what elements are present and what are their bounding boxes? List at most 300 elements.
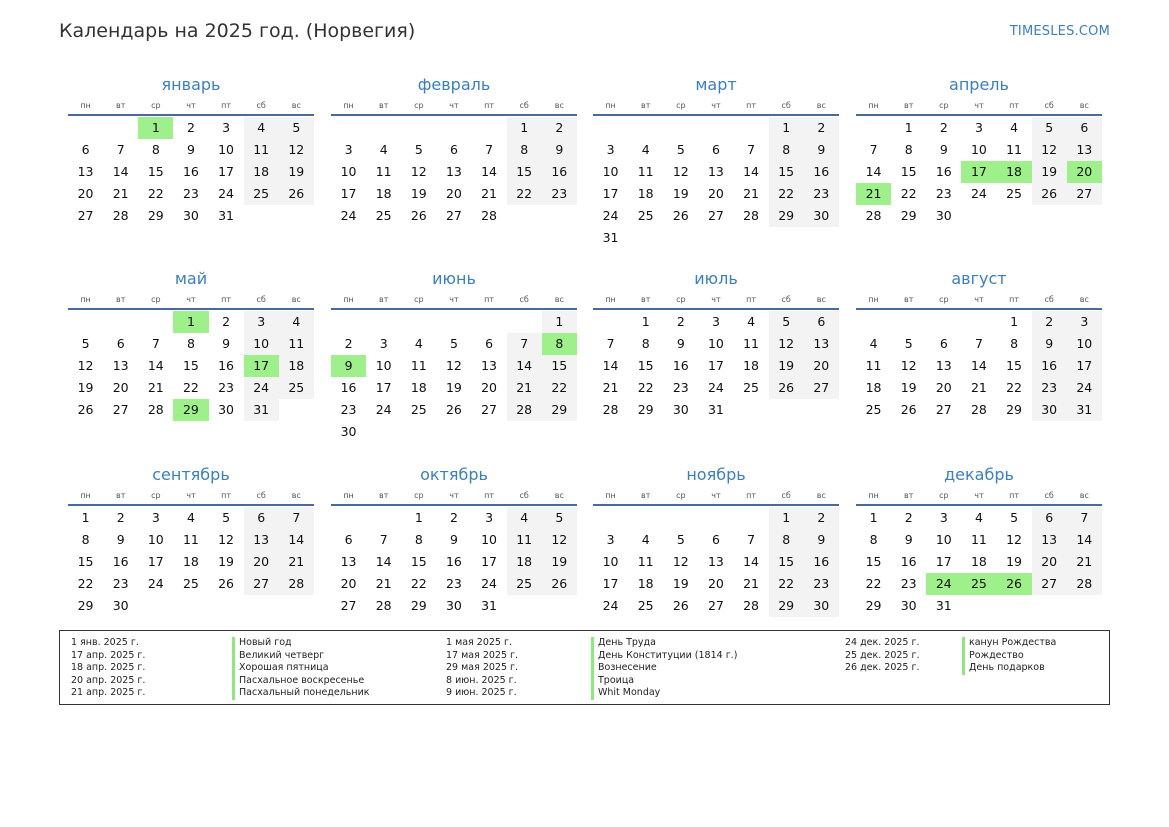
weekday-label: ср bbox=[676, 490, 686, 500]
month-1 bbox=[331, 76, 577, 227]
day-cell: 18 bbox=[507, 551, 542, 573]
weekday-header bbox=[856, 486, 1102, 504]
weekday-label: сб bbox=[256, 490, 266, 500]
day-cell: 21 bbox=[743, 576, 760, 591]
week-row bbox=[68, 573, 314, 595]
week-row bbox=[856, 551, 1102, 573]
day-cell: 27 bbox=[77, 208, 94, 223]
day-cell: 22 bbox=[865, 576, 882, 591]
day-cell: 10 bbox=[970, 142, 987, 157]
day-cell: 29 bbox=[865, 598, 882, 613]
day-cell: 2 bbox=[904, 510, 913, 525]
weekday-label: пт bbox=[484, 294, 494, 304]
day-cell: 7 bbox=[1067, 507, 1102, 529]
week-row bbox=[593, 161, 839, 183]
weekday-label: пт bbox=[746, 294, 756, 304]
month-name: ноябрь bbox=[686, 465, 746, 484]
weekday-label: вт bbox=[116, 100, 126, 110]
day-cell: 3 bbox=[974, 120, 983, 135]
weekday-label: вс bbox=[291, 100, 301, 110]
day-cell: 13 bbox=[340, 554, 357, 569]
week-row bbox=[593, 355, 839, 377]
day-cell: 23 bbox=[340, 402, 357, 417]
weekday-label: чт bbox=[186, 294, 196, 304]
day-cell: 13 bbox=[707, 164, 724, 179]
day-cell: 12 bbox=[672, 554, 689, 569]
day-cell: 12 bbox=[542, 529, 577, 551]
day-cell: 3 bbox=[485, 510, 494, 525]
day-cell: 31 bbox=[1067, 399, 1102, 421]
week-row bbox=[856, 573, 1102, 595]
day-cell: 12 bbox=[445, 358, 462, 373]
day-cell: 1 bbox=[769, 117, 804, 139]
weekday-label: пт bbox=[484, 490, 494, 500]
legend-holiday-name: Пасхальный понедельник bbox=[232, 687, 370, 700]
day-cell: 3 bbox=[711, 314, 720, 329]
month-divider bbox=[856, 504, 1102, 506]
day-cell: 14 bbox=[865, 164, 882, 179]
weekday-label: ср bbox=[676, 294, 686, 304]
day-cell: 19 bbox=[900, 380, 917, 395]
day-cell: 11 bbox=[410, 358, 427, 373]
empty-cell bbox=[961, 205, 996, 227]
weekday-label: пт bbox=[746, 100, 756, 110]
day-cell: 9 bbox=[1032, 333, 1067, 355]
day-cell: 29 bbox=[147, 208, 164, 223]
legend-names-column bbox=[591, 637, 737, 700]
day-cell: 4 bbox=[641, 532, 650, 547]
day-cell: 24 bbox=[970, 186, 987, 201]
week-row bbox=[856, 399, 1102, 421]
day-grid bbox=[68, 117, 314, 227]
week-row bbox=[593, 551, 839, 573]
week-row bbox=[331, 595, 577, 617]
day-cell: 16 bbox=[900, 554, 917, 569]
day-cell: 10 bbox=[218, 142, 235, 157]
day-cell: 28 bbox=[481, 208, 498, 223]
day-cell: 6 bbox=[344, 532, 353, 547]
month-name: август bbox=[951, 269, 1007, 288]
week-row bbox=[593, 399, 839, 421]
day-cell: 20 bbox=[804, 355, 839, 377]
day-cell: 9 bbox=[449, 532, 458, 547]
day-cell: 21 bbox=[507, 377, 542, 399]
day-cell: 26 bbox=[542, 573, 577, 595]
empty-cell bbox=[997, 205, 1032, 227]
legend-date: 24 дек. 2025 г. bbox=[845, 637, 920, 648]
day-cell: 10 bbox=[602, 554, 619, 569]
weekday-header bbox=[856, 290, 1102, 308]
day-cell: 23 bbox=[445, 576, 462, 591]
day-cell: 25 bbox=[637, 598, 654, 613]
day-cell: 22 bbox=[637, 380, 654, 395]
day-cell: 7 bbox=[151, 336, 160, 351]
day-cell: 15 bbox=[182, 358, 199, 373]
day-cell: 29 bbox=[637, 402, 654, 417]
day-cell: 9 bbox=[331, 355, 366, 377]
weekday-label: пн bbox=[605, 294, 616, 304]
month-divider bbox=[331, 114, 577, 116]
day-cell: 25 bbox=[182, 576, 199, 591]
day-cell: 6 bbox=[804, 311, 839, 333]
day-cell: 4 bbox=[869, 336, 878, 351]
weekday-label: пн bbox=[868, 100, 879, 110]
day-cell: 1 bbox=[904, 120, 913, 135]
day-grid bbox=[68, 311, 314, 421]
day-cell: 27 bbox=[707, 598, 724, 613]
day-cell: 22 bbox=[410, 576, 427, 591]
day-cell: 21 bbox=[1067, 551, 1102, 573]
weekday-label: вт bbox=[116, 490, 126, 500]
day-cell: 11 bbox=[970, 532, 987, 547]
day-cell: 31 bbox=[935, 598, 952, 613]
week-row bbox=[593, 311, 839, 333]
day-cell: 23 bbox=[804, 573, 839, 595]
day-cell: 21 bbox=[147, 380, 164, 395]
empty-cell bbox=[734, 117, 769, 139]
empty-cell bbox=[593, 117, 628, 139]
day-cell: 18 bbox=[637, 186, 654, 201]
weekday-label: вс bbox=[291, 294, 301, 304]
day-cell: 14 bbox=[279, 529, 314, 551]
day-cell: 25 bbox=[244, 183, 279, 205]
day-cell: 31 bbox=[707, 402, 724, 417]
day-cell: 2 bbox=[116, 510, 125, 525]
day-cell: 22 bbox=[507, 183, 542, 205]
day-cell: 11 bbox=[637, 554, 654, 569]
weekday-label: чт bbox=[711, 294, 721, 304]
day-cell: 5 bbox=[769, 311, 804, 333]
weekday-label: пн bbox=[868, 490, 879, 500]
day-cell: 3 bbox=[606, 532, 615, 547]
weekday-label: ср bbox=[151, 490, 161, 500]
weekday-header bbox=[593, 486, 839, 504]
day-cell: 29 bbox=[173, 399, 208, 421]
day-cell: 10 bbox=[602, 164, 619, 179]
day-cell: 12 bbox=[410, 164, 427, 179]
day-cell: 13 bbox=[112, 358, 129, 373]
day-cell: 18 bbox=[637, 576, 654, 591]
day-cell: 16 bbox=[542, 161, 577, 183]
day-cell: 26 bbox=[77, 402, 94, 417]
day-cell: 17 bbox=[1067, 355, 1102, 377]
weekday-label: сб bbox=[519, 100, 529, 110]
weekday-label: пт bbox=[1009, 490, 1019, 500]
day-cell: 21 bbox=[856, 183, 891, 205]
day-cell: 5 bbox=[676, 532, 685, 547]
month-divider bbox=[331, 308, 577, 310]
site-link[interactable]: TIMESLES.COM bbox=[1009, 24, 1110, 39]
legend-dates-column bbox=[446, 637, 518, 700]
week-row bbox=[331, 333, 577, 355]
day-cell: 7 bbox=[606, 336, 615, 351]
day-cell: 24 bbox=[340, 208, 357, 223]
day-cell: 12 bbox=[218, 532, 235, 547]
month-name: январь bbox=[161, 75, 221, 94]
day-cell: 18 bbox=[865, 380, 882, 395]
page-title: Календарь на 2025 год. (Норвегия) bbox=[59, 20, 416, 42]
day-cell: 29 bbox=[410, 598, 427, 613]
legend-dates-column bbox=[845, 637, 920, 675]
day-cell: 21 bbox=[970, 380, 987, 395]
day-cell: 24 bbox=[481, 576, 498, 591]
day-cell: 1 bbox=[641, 314, 650, 329]
day-cell: 14 bbox=[507, 355, 542, 377]
weekday-label: ср bbox=[414, 100, 424, 110]
day-cell: 26 bbox=[410, 208, 427, 223]
day-cell: 26 bbox=[279, 183, 314, 205]
day-cell: 4 bbox=[244, 117, 279, 139]
empty-cell bbox=[1032, 595, 1067, 617]
empty-cell bbox=[1032, 205, 1067, 227]
day-cell: 25 bbox=[743, 380, 760, 395]
day-cell: 21 bbox=[279, 551, 314, 573]
day-cell: 15 bbox=[769, 161, 804, 183]
day-cell: 14 bbox=[602, 358, 619, 373]
day-cell: 5 bbox=[1032, 117, 1067, 139]
day-cell: 14 bbox=[112, 164, 129, 179]
day-cell: 4 bbox=[641, 142, 650, 157]
weekday-label: сб bbox=[781, 100, 791, 110]
day-cell: 2 bbox=[676, 314, 685, 329]
day-cell: 10 bbox=[935, 532, 952, 547]
day-cell: 3 bbox=[222, 120, 231, 135]
empty-cell bbox=[769, 399, 804, 421]
day-cell: 5 bbox=[222, 510, 231, 525]
day-cell: 23 bbox=[542, 183, 577, 205]
week-row bbox=[68, 529, 314, 551]
day-cell: 23 bbox=[804, 183, 839, 205]
weekday-label: сб bbox=[781, 490, 791, 500]
day-cell: 1 bbox=[507, 117, 542, 139]
empty-cell bbox=[244, 205, 279, 227]
day-cell: 28 bbox=[743, 598, 760, 613]
empty-cell bbox=[734, 399, 769, 421]
day-cell: 24 bbox=[926, 573, 961, 595]
day-cell: 22 bbox=[769, 183, 804, 205]
day-cell: 13 bbox=[707, 554, 724, 569]
day-cell: 23 bbox=[900, 576, 917, 591]
legend-date: 17 апр. 2025 г. bbox=[71, 649, 146, 661]
month-0 bbox=[68, 76, 314, 227]
day-cell: 11 bbox=[279, 333, 314, 355]
empty-cell bbox=[769, 227, 804, 249]
day-cell: 2 bbox=[804, 117, 839, 139]
day-cell: 25 bbox=[637, 208, 654, 223]
weekday-label: вт bbox=[379, 294, 389, 304]
weekday-label: пт bbox=[1009, 294, 1019, 304]
empty-cell bbox=[279, 595, 314, 617]
day-cell: 4 bbox=[507, 507, 542, 529]
day-cell: 7 bbox=[747, 532, 756, 547]
day-cell: 13 bbox=[481, 358, 498, 373]
weekday-label: вт bbox=[641, 490, 651, 500]
day-cell: 28 bbox=[1067, 573, 1102, 595]
day-cell: 30 bbox=[1032, 399, 1067, 421]
day-cell: 29 bbox=[769, 205, 804, 227]
day-cell: 30 bbox=[804, 595, 839, 617]
day-cell: 15 bbox=[900, 164, 917, 179]
day-cell: 20 bbox=[707, 576, 724, 591]
day-grid bbox=[331, 311, 577, 443]
day-cell: 25 bbox=[1006, 186, 1023, 201]
day-cell: 2 bbox=[344, 336, 353, 351]
day-cell: 18 bbox=[743, 358, 760, 373]
day-grid bbox=[593, 311, 839, 421]
day-cell: 19 bbox=[410, 186, 427, 201]
week-row bbox=[68, 161, 314, 183]
weekday-label: ср bbox=[414, 490, 424, 500]
day-cell: 15 bbox=[637, 358, 654, 373]
weekday-label: чт bbox=[711, 100, 721, 110]
empty-cell bbox=[401, 117, 436, 139]
day-cell: 6 bbox=[1067, 117, 1102, 139]
day-cell: 16 bbox=[182, 164, 199, 179]
day-cell: 29 bbox=[77, 598, 94, 613]
day-cell: 13 bbox=[1032, 529, 1067, 551]
day-cell: 26 bbox=[672, 208, 689, 223]
day-cell: 19 bbox=[672, 576, 689, 591]
weekday-header bbox=[68, 486, 314, 504]
weekday-label: чт bbox=[186, 100, 196, 110]
weekday-label: сб bbox=[519, 490, 529, 500]
day-cell: 16 bbox=[112, 554, 129, 569]
day-cell: 5 bbox=[1010, 510, 1019, 525]
day-cell: 25 bbox=[279, 377, 314, 399]
day-cell: 4 bbox=[379, 142, 388, 157]
day-cell: 22 bbox=[182, 380, 199, 395]
holiday-legend bbox=[59, 630, 1110, 705]
day-cell: 8 bbox=[769, 139, 804, 161]
weekday-label: вс bbox=[816, 490, 826, 500]
day-cell: 3 bbox=[244, 311, 279, 333]
day-cell: 11 bbox=[244, 139, 279, 161]
day-cell: 1 bbox=[769, 507, 804, 529]
day-cell: 12 bbox=[279, 139, 314, 161]
day-cell: 1 bbox=[869, 510, 878, 525]
empty-cell bbox=[593, 507, 628, 529]
day-cell: 29 bbox=[769, 595, 804, 617]
day-cell: 18 bbox=[182, 554, 199, 569]
day-cell: 8 bbox=[1010, 336, 1019, 351]
day-cell: 25 bbox=[410, 402, 427, 417]
day-cell: 19 bbox=[218, 554, 235, 569]
weekday-label: пт bbox=[221, 490, 231, 500]
empty-cell bbox=[698, 507, 733, 529]
weekday-label: пн bbox=[605, 100, 616, 110]
month-4 bbox=[68, 270, 314, 421]
empty-cell bbox=[542, 205, 577, 227]
day-cell: 27 bbox=[1067, 183, 1102, 205]
day-cell: 30 bbox=[218, 402, 235, 417]
day-cell: 9 bbox=[542, 139, 577, 161]
legend-date: 1 янв. 2025 г. bbox=[71, 637, 139, 648]
day-grid bbox=[68, 507, 314, 617]
day-cell: 30 bbox=[340, 424, 357, 439]
legend-holiday-name: День Труда bbox=[591, 637, 737, 650]
week-row bbox=[593, 507, 839, 529]
day-cell: 30 bbox=[935, 208, 952, 223]
month-name: сентябрь bbox=[152, 465, 230, 484]
month-10 bbox=[593, 466, 839, 617]
day-cell: 18 bbox=[997, 161, 1032, 183]
day-cell: 8 bbox=[869, 532, 878, 547]
week-row bbox=[331, 551, 577, 573]
day-cell: 12 bbox=[77, 358, 94, 373]
month-5 bbox=[331, 270, 577, 443]
day-cell: 19 bbox=[1032, 161, 1067, 183]
month-name: июль bbox=[694, 269, 738, 288]
week-row bbox=[856, 529, 1102, 551]
weekday-label: чт bbox=[711, 490, 721, 500]
day-cell: 18 bbox=[244, 161, 279, 183]
day-cell: 30 bbox=[900, 598, 917, 613]
day-cell: 17 bbox=[602, 186, 619, 201]
day-cell: 1 bbox=[542, 311, 577, 333]
empty-cell bbox=[173, 595, 208, 617]
day-cell: 9 bbox=[186, 142, 195, 157]
day-cell: 13 bbox=[244, 529, 279, 551]
weekday-label: вс bbox=[1079, 100, 1089, 110]
day-cell: 8 bbox=[151, 142, 160, 157]
day-cell: 9 bbox=[804, 529, 839, 551]
day-cell: 27 bbox=[445, 208, 462, 223]
week-row bbox=[856, 183, 1102, 205]
day-cell: 16 bbox=[340, 380, 357, 395]
month-6 bbox=[593, 270, 839, 421]
week-row bbox=[856, 355, 1102, 377]
month-name: октябрь bbox=[420, 465, 488, 484]
weekday-label: сб bbox=[256, 100, 266, 110]
day-grid bbox=[331, 117, 577, 227]
day-cell: 21 bbox=[112, 186, 129, 201]
weekday-label: пт bbox=[221, 294, 231, 304]
weekday-header bbox=[856, 96, 1102, 114]
day-cell: 17 bbox=[147, 554, 164, 569]
day-cell: 26 bbox=[997, 573, 1032, 595]
month-divider bbox=[68, 504, 314, 506]
day-cell: 27 bbox=[112, 402, 129, 417]
weekday-label: пн bbox=[868, 294, 879, 304]
day-cell: 30 bbox=[182, 208, 199, 223]
weekday-label: пн bbox=[80, 490, 91, 500]
week-row bbox=[68, 205, 314, 227]
month-2 bbox=[593, 76, 839, 249]
day-cell: 29 bbox=[1006, 402, 1023, 417]
empty-cell bbox=[698, 117, 733, 139]
day-cell: 24 bbox=[1067, 377, 1102, 399]
month-name: июнь bbox=[432, 269, 476, 288]
weekday-label: пт bbox=[746, 490, 756, 500]
week-row bbox=[68, 377, 314, 399]
day-cell: 8 bbox=[186, 336, 195, 351]
day-cell: 22 bbox=[900, 186, 917, 201]
empty-cell bbox=[856, 311, 891, 333]
weekday-label: ср bbox=[939, 490, 949, 500]
empty-cell bbox=[401, 311, 436, 333]
day-cell: 18 bbox=[375, 186, 392, 201]
day-cell: 6 bbox=[711, 142, 720, 157]
weekday-label: вт bbox=[904, 100, 914, 110]
day-cell: 28 bbox=[112, 208, 129, 223]
weekday-label: ср bbox=[151, 100, 161, 110]
weekday-label: пн bbox=[343, 294, 354, 304]
empty-cell bbox=[804, 227, 839, 249]
day-cell: 13 bbox=[445, 164, 462, 179]
day-cell: 7 bbox=[485, 142, 494, 157]
day-cell: 5 bbox=[676, 142, 685, 157]
week-row bbox=[856, 595, 1102, 617]
